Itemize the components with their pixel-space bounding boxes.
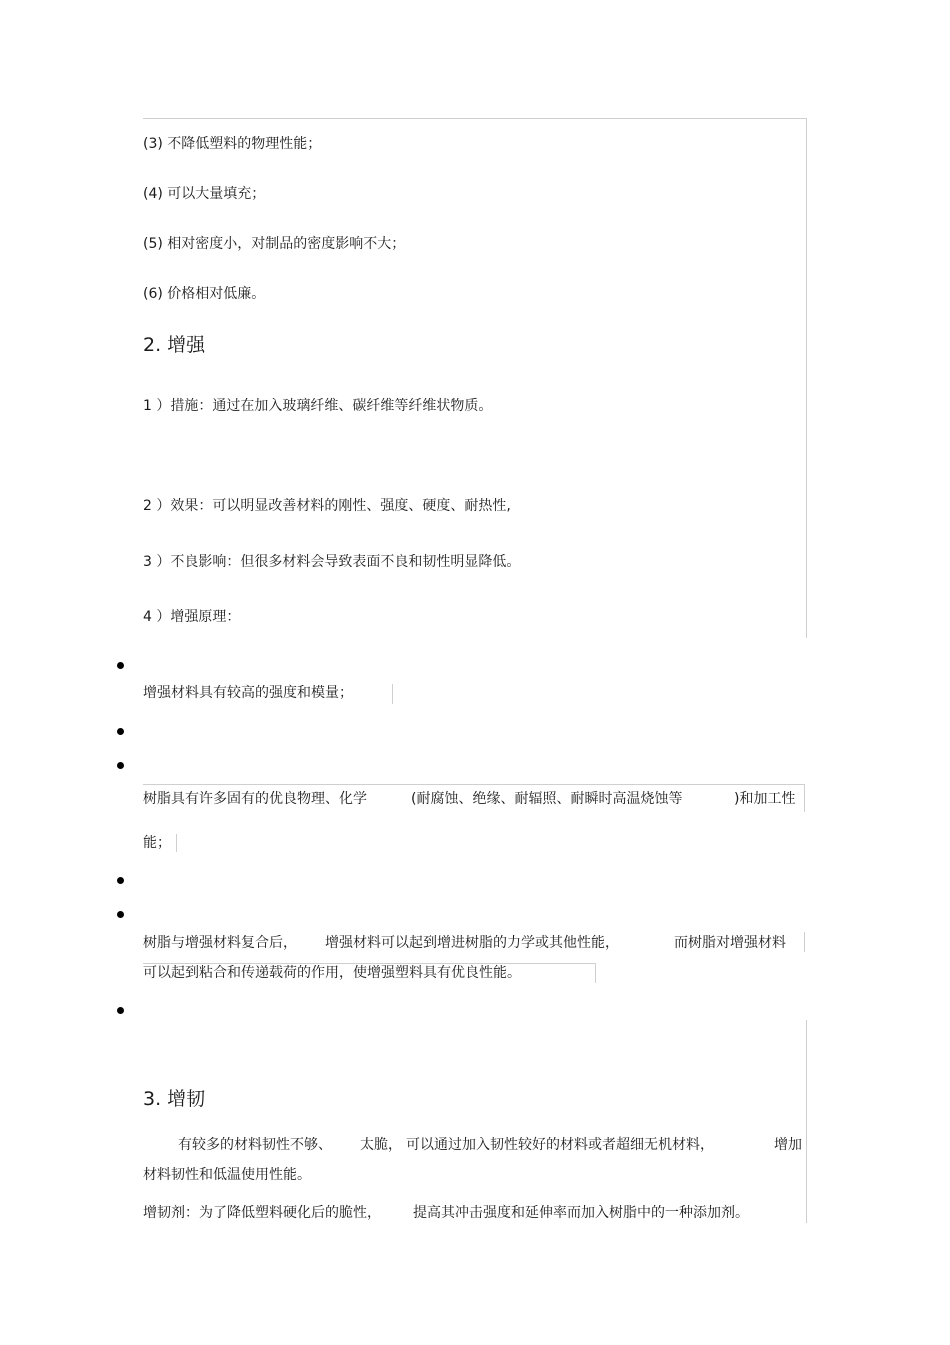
principle-point-2-part-b: (耐腐蚀、绝缘、耐辐照、耐瞬时高温烧蚀等 [411,791,683,807]
toughener-definition-part-a: 增韧剂：为了降低塑料硬化后的脆性， [143,1205,381,1221]
reinforce-drawback: 3 ）不良影响：但很多材料会导致表面不良和韧性明显降低。 [143,554,521,570]
toughener-definition-part-b: 提高其冲击强度和延伸率而加入树脂中的一种添加剂。 [413,1205,749,1221]
principle-point-3-part-a: 树脂与增强材料复合后， [143,935,297,951]
frame-right-line-7 [806,1020,807,1223]
frame-right-line-4 [176,834,177,852]
frame-top-line [143,118,807,119]
frame-right-line-3 [804,784,805,812]
section-heading-toughen: 3. 增韧 [143,1088,206,1110]
reinforce-measure: 1 ）措施：通过在加入玻璃纤维、碳纤维等纤维状物质。 [143,398,493,414]
principle-point-2-part-c: )和加工性 [734,791,796,807]
bullet-dot [117,662,124,669]
frame-right-line-2 [392,684,393,704]
toughen-para-part-b: 太脆， [360,1137,402,1153]
toughen-para-part-a: 有较多的材料韧性不够、 [178,1137,332,1153]
bullet-dot [117,762,124,769]
principle-point-3-part-c: 而树脂对增强材料 [674,935,786,951]
principle-point-1: 增强材料具有较高的强度和模量； [143,685,353,701]
section-heading-reinforce: 2. 增强 [143,334,206,356]
frame-right-line-6 [595,963,596,983]
reinforce-principle: 4 ）增强原理： [143,609,241,625]
bullet-dot [117,877,124,884]
list-item: (4) 可以大量填充； [143,186,266,202]
frame-right-line-5 [804,932,805,952]
bullet-dot [117,728,124,735]
toughen-para-line-2: 材料韧性和低温使用性能。 [143,1167,311,1183]
principle-point-3-line-2: 可以起到粘合和传递载荷的作用，使增强塑料具有优良性能。 [143,965,521,981]
list-item: (6) 价格相对低廉。 [143,286,266,302]
frame-top-line-2 [143,784,805,785]
principle-point-2-part-a: 树脂具有许多固有的优良物理、化学 [143,791,367,807]
toughen-para-part-c: 可以通过加入韧性较好的材料或者超细无机材料， [406,1137,714,1153]
toughen-para-part-d: 增加 [774,1137,802,1153]
principle-point-3-part-b: 增强材料可以起到增进树脂的力学或其他性能， [325,935,619,951]
list-item: (5) 相对密度小，对制品的密度影响不大； [143,236,406,252]
frame-right-line [806,118,807,638]
bullet-dot [117,1007,124,1014]
reinforce-effect: 2 ）效果：可以明显改善材料的刚性、强度、硬度、耐热性, [143,498,511,514]
principle-point-2-line-2: 能； [143,835,171,851]
list-item: (3) 不降低塑料的物理性能； [143,136,322,152]
bullet-dot [117,911,124,918]
